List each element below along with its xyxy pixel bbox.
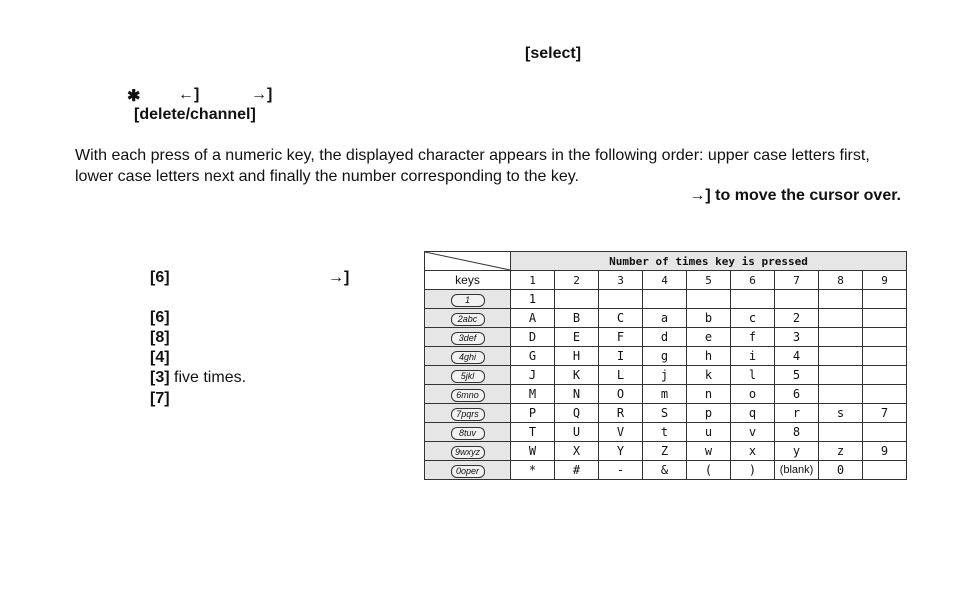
table-row (425, 328, 907, 347)
char-cell (863, 423, 907, 442)
step5-key: [3] (150, 369, 170, 386)
keypad-key-icon: 7pqrs (451, 408, 485, 421)
char-cell: j (643, 366, 687, 385)
char-cell (819, 328, 863, 347)
keypad-key-icon: 1 (451, 294, 485, 307)
table-row (425, 309, 907, 328)
char-cell (731, 290, 775, 309)
char-cell: Q (555, 404, 599, 423)
char-cell: K (555, 366, 599, 385)
char-cell: x (731, 442, 775, 461)
char-cell: D (511, 328, 555, 347)
char-cell (643, 290, 687, 309)
char-cell (819, 290, 863, 309)
table-row (425, 385, 907, 404)
diagonal-divider (425, 252, 510, 270)
char-cell: c (731, 309, 775, 328)
column-header: 9 (863, 271, 907, 290)
column-header: 8 (819, 271, 863, 290)
keypad-key-icon: 4ghi (451, 351, 485, 364)
step6-key: [7] (150, 390, 170, 407)
char-cell: U (555, 423, 599, 442)
char-cell: 3 (775, 328, 819, 347)
table-title-row (425, 252, 907, 271)
step5 (150, 369, 246, 387)
char-cell: S (643, 404, 687, 423)
keypad-key-icon: 3def (451, 332, 485, 345)
key-cell (425, 442, 511, 461)
column-header: 2 (555, 271, 599, 290)
table-row (425, 404, 907, 423)
key-cell (425, 385, 511, 404)
table-header-title: Number of times key is pressed (511, 252, 907, 271)
char-cell: z (819, 442, 863, 461)
char-cell: k (687, 366, 731, 385)
char-cell: n (687, 385, 731, 404)
char-cell: B (555, 309, 599, 328)
keypad-key-icon: 0oper (451, 465, 485, 478)
char-cell: R (599, 404, 643, 423)
char-cell (819, 366, 863, 385)
table-row (425, 290, 907, 309)
table-row (425, 347, 907, 366)
char-cell: o (731, 385, 775, 404)
keypad-key-icon: 6mno (451, 389, 485, 402)
char-cell: I (599, 347, 643, 366)
char-cell: 6 (775, 385, 819, 404)
char-cell: V (599, 423, 643, 442)
column-header: 1 (511, 271, 555, 290)
key-cell (425, 290, 511, 309)
char-cell: N (555, 385, 599, 404)
column-header: 6 (731, 271, 775, 290)
instruction-paragraph: With each press of a numeric key, the displayed character appears in the following order: upper case letters first, lower case letters next and finally the number corresponding to the key. (75, 147, 870, 185)
char-cell (599, 290, 643, 309)
table-column-header-row (425, 271, 907, 290)
char-cell: b (687, 309, 731, 328)
char-cell: O (599, 385, 643, 404)
char-cell: y (775, 442, 819, 461)
char-cell: s (819, 404, 863, 423)
char-cell (863, 461, 907, 480)
delete-channel-key-label: [delete/channel] (134, 106, 256, 123)
char-cell: W (511, 442, 555, 461)
char-cell: h (687, 347, 731, 366)
char-cell: F (599, 328, 643, 347)
char-cell: 7 (863, 404, 907, 423)
char-cell: 8 (775, 423, 819, 442)
left-arrow-key-label: ←] (178, 86, 200, 103)
step2-key: [6] (150, 309, 170, 326)
char-cell (819, 347, 863, 366)
char-cell (863, 366, 907, 385)
char-cell: (blank) (775, 461, 819, 480)
char-cell: i (731, 347, 775, 366)
char-cell (775, 290, 819, 309)
char-cell: G (511, 347, 555, 366)
char-cell (863, 328, 907, 347)
table-corner-cell (425, 252, 511, 271)
keypad-key-icon: 8tuv (451, 427, 485, 440)
key-cell (425, 366, 511, 385)
char-cell: - (599, 461, 643, 480)
char-cell: v (731, 423, 775, 442)
char-cell: p (687, 404, 731, 423)
key-cell (425, 309, 511, 328)
key-cell (425, 404, 511, 423)
char-cell: q (731, 404, 775, 423)
char-cell: C (599, 309, 643, 328)
char-cell: * (511, 461, 555, 480)
char-cell: T (511, 423, 555, 442)
char-cell: # (555, 461, 599, 480)
keypad-key-icon: 9wxyz (451, 446, 485, 459)
keypad-key-icon: 2abc (451, 313, 485, 326)
char-cell: a (643, 309, 687, 328)
char-cell: e (687, 328, 731, 347)
char-cell: 1 (511, 290, 555, 309)
step5-text: five times. (174, 369, 247, 386)
char-cell: 5 (775, 366, 819, 385)
char-cell: M (511, 385, 555, 404)
step1-key: [6] (150, 269, 170, 286)
char-cell (687, 290, 731, 309)
char-cell: 9 (863, 442, 907, 461)
column-header: 3 (599, 271, 643, 290)
key-cell (425, 328, 511, 347)
char-cell (819, 309, 863, 328)
char-cell: l (731, 366, 775, 385)
char-cell: E (555, 328, 599, 347)
table-row (425, 423, 907, 442)
step3-key: [8] (150, 329, 170, 346)
keypad-key-icon: 5jkl (451, 370, 485, 383)
char-cell (863, 309, 907, 328)
column-header: 5 (687, 271, 731, 290)
table-row (425, 461, 907, 480)
key-cell (425, 423, 511, 442)
char-cell (863, 385, 907, 404)
key-cell (425, 347, 511, 366)
table-body (425, 290, 907, 480)
char-cell: u (687, 423, 731, 442)
char-cell: g (643, 347, 687, 366)
char-cell: 2 (775, 309, 819, 328)
char-cell: t (643, 423, 687, 442)
char-cell: X (555, 442, 599, 461)
char-cell: L (599, 366, 643, 385)
char-cell: P (511, 404, 555, 423)
char-cell: 4 (775, 347, 819, 366)
char-cell: A (511, 309, 555, 328)
char-cell: H (555, 347, 599, 366)
column-header: 7 (775, 271, 819, 290)
char-cell (863, 290, 907, 309)
column-header: 4 (643, 271, 687, 290)
cursor-note: →] to move the cursor over. (689, 187, 901, 204)
step1-arrow: →] (328, 269, 350, 286)
right-arrow-key-label: →] (251, 86, 273, 103)
select-key-label: [select] (525, 45, 582, 62)
table-row (425, 366, 907, 385)
char-cell: w (687, 442, 731, 461)
character-table (424, 251, 907, 480)
char-cell: f (731, 328, 775, 347)
char-cell: 0 (819, 461, 863, 480)
step4-key: [4] (150, 349, 170, 366)
char-cell (819, 423, 863, 442)
char-cell: Y (599, 442, 643, 461)
char-cell: & (643, 461, 687, 480)
star-key-symbol: ✱ (127, 88, 141, 105)
char-cell: Z (643, 442, 687, 461)
char-cell: ) (731, 461, 775, 480)
char-cell: J (511, 366, 555, 385)
char-cell (863, 347, 907, 366)
key-cell (425, 461, 511, 480)
char-cell: r (775, 404, 819, 423)
char-cell: m (643, 385, 687, 404)
char-cell: d (643, 328, 687, 347)
char-cell: ( (687, 461, 731, 480)
char-cell (819, 385, 863, 404)
keys-column-header: keys (425, 271, 511, 290)
table-row (425, 442, 907, 461)
char-cell (555, 290, 599, 309)
